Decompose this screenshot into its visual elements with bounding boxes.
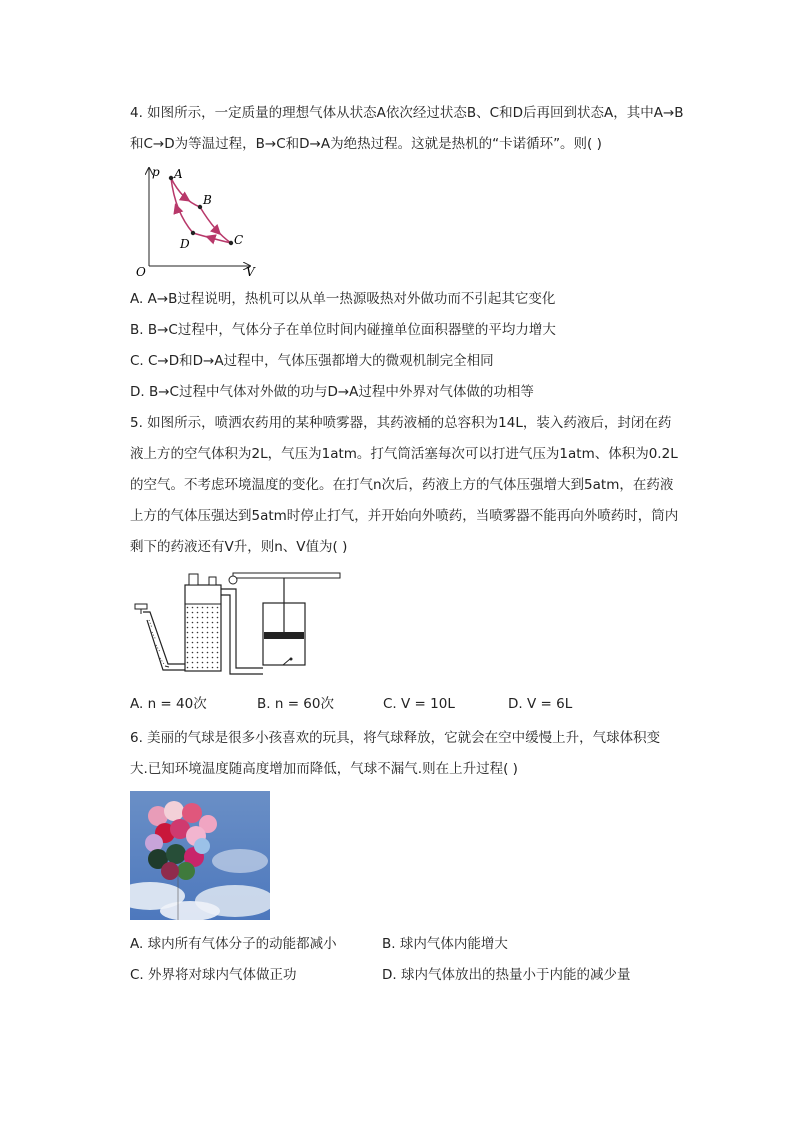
q4-stem-line-2: 和C→D为等温过程，B→C和D→A为绝热过程。这就是热机的“卡诺循环”。则( ) xyxy=(130,136,602,152)
label-b: B xyxy=(203,193,212,207)
q5-option-b[interactable]: B. n = 60次 xyxy=(257,696,334,712)
q5-stem-line-3: 的空气。不考虑环境温度的变化。在打气n次后，药液上方的气体压强增大到5atm，在药液 xyxy=(130,477,674,493)
pump-cylinder xyxy=(263,603,305,665)
label-c: C xyxy=(234,233,244,247)
pump-valve xyxy=(283,659,290,665)
pump-piston xyxy=(264,632,304,639)
label-d: D xyxy=(180,237,190,251)
q5-option-a[interactable]: A. n = 40次 xyxy=(130,696,207,712)
q6-stem-line-1: 6. 美丽的气球是很多小孩喜欢的玩具，将气球释放，它就会在空中缓慢上升，气球体积变 xyxy=(130,730,661,746)
q6-option-b[interactable]: B. 球内气体内能增大 xyxy=(382,936,508,952)
outlet-pipe xyxy=(143,612,185,664)
point-d xyxy=(191,231,195,235)
pump-handle xyxy=(233,573,340,578)
q5-stem-line-4: 上方的气体压强达到5atm时停止打气，并开始向外喷药，当喷雾器不能再向外喷药时，筒内 xyxy=(130,508,679,524)
point-b xyxy=(198,205,202,209)
q6-option-d[interactable]: D. 球内气体放出的热量小于内能的减少量 xyxy=(382,967,631,983)
q6-option-c[interactable]: C. 外界将对球内气体做正功 xyxy=(130,967,297,983)
q5-option-d[interactable]: D. V = 6L xyxy=(508,696,573,712)
point-c xyxy=(229,241,233,245)
nozzle xyxy=(135,604,147,609)
q5-stem-line-2: 液上方的空气体积为2L，气压为1atm。打气筒活塞每次可以打进气压为1atm、体积为0.2L xyxy=(130,446,678,462)
label-a: A xyxy=(174,167,183,181)
q4-option-b[interactable]: B. B→C过程中，气体分子在单位时间内碰撞单位面积器壁的平均力增大 xyxy=(130,322,556,338)
label-v: V xyxy=(246,265,255,279)
label-o: O xyxy=(136,265,146,279)
tank-body xyxy=(185,585,221,671)
curve-da xyxy=(171,178,193,233)
tank-cap-right xyxy=(209,577,216,585)
q4-option-d[interactable]: D. B→C过程中气体对外做的功与D→A过程中外界对气体做的功相等 xyxy=(130,384,534,400)
label-p: p xyxy=(152,165,160,179)
q6-option-a[interactable]: A. 球内所有气体分子的动能都减小 xyxy=(130,936,337,952)
arrow-cd xyxy=(208,237,214,239)
curve-cd xyxy=(193,233,231,243)
tank-liquid xyxy=(186,604,220,670)
point-a xyxy=(169,176,173,180)
connect-pipe xyxy=(221,589,263,668)
tank-cap-left xyxy=(189,574,198,585)
q4-stem-line-1: 4. 如图所示，一定质量的理想气体从状态A依次经过状态B、C和D后再回到状态A，其中A→B xyxy=(130,105,684,121)
q4-option-a[interactable]: A. A→B过程说明，热机可以从单一热源吸热对外做功而不引起其它变化 xyxy=(130,291,556,307)
q5-stem-line-5: 剩下的药液还有V升，则n、V值为( ) xyxy=(130,539,348,555)
q6-stem-line-2: 大.已知环境温度随高度增加而降低，气球不漏气.则在上升过程( ) xyxy=(130,761,518,777)
q5-option-c[interactable]: C. V = 10L xyxy=(383,696,455,712)
handle-pivot xyxy=(229,576,237,584)
curve-ab xyxy=(171,178,200,207)
arrow-da xyxy=(176,206,178,212)
q4-option-c[interactable]: C. C→D和D→A过程中，气体压强都增大的微观机制完全相同 xyxy=(130,353,494,369)
balloons-photo xyxy=(130,791,270,920)
q5-stem-line-1: 5. 如图所示，喷洒农药用的某种喷雾器，其药液桶的总容积为14L，装入药液后，封闭在药 xyxy=(130,415,672,431)
arrow-ab xyxy=(182,196,188,200)
curve-bc xyxy=(200,207,231,243)
arrow-bc xyxy=(214,228,219,233)
